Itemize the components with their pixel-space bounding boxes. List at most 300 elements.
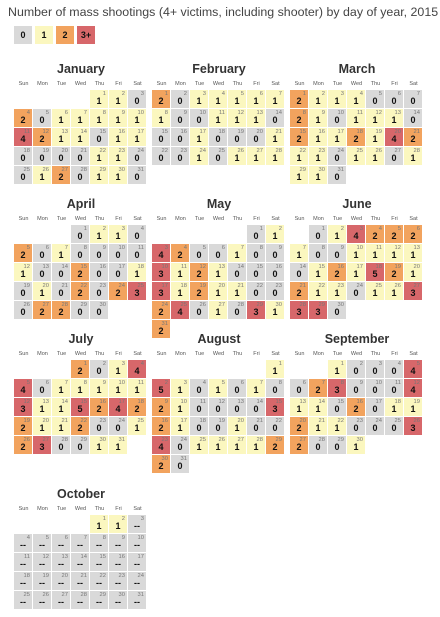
day-number: 10 [356,245,363,251]
shooting-count: -- [134,559,140,569]
shooting-count: 0 [58,269,64,279]
day-cell [14,282,32,300]
shooting-count: -- [58,578,64,588]
day-number: 14 [256,399,263,405]
day-number: 18 [199,418,206,424]
day-cell [347,147,365,165]
shooting-count: 3 [272,404,278,414]
day-number: 14 [318,399,325,405]
day-number: 3 [202,91,206,97]
day-number: 12 [375,110,382,116]
shooting-count: 1 [372,134,378,144]
shooting-count: -- [115,540,121,550]
day-number: 24 [199,148,206,154]
day-number: 22 [99,148,106,154]
day-cell [71,417,89,435]
legend [14,26,95,44]
day-cell [14,436,32,454]
day-cell [109,436,127,454]
day-number: 22 [99,573,106,579]
day-number: 25 [218,148,225,154]
day-number: 3 [164,245,168,251]
day-cell [14,147,32,165]
day-number: 4 [26,110,30,116]
day-number: 21 [80,573,87,579]
day-number: 13 [61,129,68,135]
shooting-count: 0 [39,250,45,260]
legend-swatch-0: 0 [14,26,32,44]
shooting-count: 1 [272,153,278,163]
shooting-count: 2 [20,115,26,125]
day-number: 31 [161,321,168,327]
shooting-count: 0 [372,96,378,106]
shooting-count: 1 [253,442,259,452]
day-number: 7 [240,245,244,251]
day-number: 3 [140,91,144,97]
day-number: 9 [359,380,363,386]
day-cell [328,225,346,243]
day-cell [52,553,70,571]
day-cell [228,436,246,454]
day-cell [366,282,384,300]
month-august [152,332,286,473]
shooting-count: 1 [234,423,240,433]
day-number: 11 [180,264,187,270]
shooting-count: 0 [196,404,202,414]
day-number: 27 [394,148,401,154]
day-number: 5 [378,91,382,97]
day-cell [33,263,51,281]
shooting-count: 1 [215,385,221,395]
day-cell [152,417,170,435]
shooting-count: 0 [96,307,102,317]
day-cell [109,553,127,571]
weekday-label: Mon [175,351,186,357]
day-cell [266,90,284,108]
day-cell [90,379,108,397]
shooting-count: 1 [353,250,359,260]
day-cell [190,147,208,165]
shooting-count: 0 [334,307,340,317]
day-cell [71,360,89,378]
day-cell [90,436,108,454]
shooting-count: 1 [115,172,121,182]
day-cell [328,436,346,454]
day-number: 4 [378,226,382,232]
day-number: 9 [102,245,106,251]
day-number: 21 [61,283,68,289]
day-number: 11 [137,380,144,386]
day-cell [128,572,146,590]
day-cell [247,263,265,281]
day-number: 23 [99,283,106,289]
shooting-count: 1 [353,153,359,163]
shooting-count: 1 [334,423,340,433]
day-cell [152,147,170,165]
day-number: 30 [161,456,168,462]
day-cell [71,436,89,454]
shooting-count: 1 [272,96,278,106]
day-number: 14 [275,110,282,116]
day-number: 18 [137,399,144,405]
weekday-label: Mon [313,351,324,357]
day-cell [71,244,89,262]
month-title: September [324,332,390,346]
day-number: 18 [23,573,30,579]
day-number: 20 [394,129,401,135]
shooting-count: 4 [134,366,140,376]
day-cell [228,301,246,319]
day-number: 6 [45,245,49,251]
day-cell [328,166,346,184]
day-number: 9 [278,245,282,251]
day-cell [209,436,227,454]
shooting-count: 2 [177,250,183,260]
shooting-count: -- [96,597,102,607]
empty-cell [52,515,70,533]
shooting-count: 0 [58,288,64,298]
shooting-count: 1 [39,288,45,298]
day-cell [290,90,308,108]
month-title: January [57,62,105,76]
day-cell [109,379,127,397]
shooting-count: 1 [234,153,240,163]
shooting-count: 0 [134,153,140,163]
month-days [152,90,286,165]
weekday-label: Sun [294,216,305,222]
day-cell [52,282,70,300]
day-number: 6 [397,91,401,97]
shooting-count: -- [77,578,83,588]
shooting-count: 0 [134,96,140,106]
day-cell [171,436,189,454]
day-cell [14,417,32,435]
day-number: 23 [337,283,344,289]
shooting-count: 0 [58,153,64,163]
shooting-count: 1 [272,366,278,376]
day-cell [152,282,170,300]
empty-cell [228,225,246,243]
day-cell [228,263,246,281]
day-number: 25 [137,283,144,289]
day-number: 21 [61,418,68,424]
day-number: 15 [161,129,168,135]
shooting-count: -- [58,540,64,550]
shooting-count: 0 [39,269,45,279]
day-cell [109,282,127,300]
shooting-count: 0 [58,442,64,452]
day-cell [33,301,51,319]
day-number: 16 [118,129,125,135]
day-cell [366,128,384,146]
day-number: 24 [375,418,382,424]
day-cell [190,379,208,397]
weekday-label: Tue [56,216,67,222]
shooting-count: 2 [158,461,164,471]
shooting-count: 1 [96,442,102,452]
day-number: 7 [321,380,325,386]
shooting-count: 1 [215,269,221,279]
day-cell [385,109,403,127]
day-number: 14 [80,554,87,560]
day-cell [109,534,127,552]
day-cell [128,379,146,397]
shooting-count: 0 [234,269,240,279]
day-number: 27 [42,302,49,308]
day-cell [247,436,265,454]
shooting-count: 3 [39,442,45,452]
day-number: 24 [356,283,363,289]
weekday-label: Thu [232,216,243,222]
month-days [14,225,148,319]
day-number: 13 [413,245,420,251]
day-cell [14,398,32,416]
shooting-count: 2 [296,442,302,452]
day-cell [190,301,208,319]
day-number: 16 [180,129,187,135]
shooting-count: 1 [391,404,397,414]
day-number: 25 [199,437,206,443]
day-cell [328,147,346,165]
day-cell [109,244,127,262]
shooting-count: 0 [77,231,83,241]
day-cell [109,417,127,435]
shooting-count: 1 [315,172,321,182]
day-cell [171,147,189,165]
shooting-count: 0 [334,442,340,452]
day-number: 3 [378,361,382,367]
day-cell [71,398,89,416]
shooting-count: -- [115,578,121,588]
shooting-count: 0 [177,153,183,163]
day-number: 25 [23,592,30,598]
day-number: 2 [102,361,106,367]
day-number: 26 [237,148,244,154]
day-cell [109,225,127,243]
shooting-count: 3 [296,307,302,317]
month-july [14,332,148,454]
day-number: 10 [118,380,125,386]
day-number: 29 [256,302,263,308]
day-number: 24 [337,148,344,154]
day-cell [328,398,346,416]
shooting-count: 0 [134,172,140,182]
day-cell [190,282,208,300]
day-number: 19 [394,264,401,270]
day-cell [52,572,70,590]
day-number: 14 [61,264,68,270]
shooting-count: -- [134,540,140,550]
day-cell [128,591,146,609]
day-cell [71,225,89,243]
day-number: 27 [61,592,68,598]
shooting-count: 0 [296,269,302,279]
day-number: 1 [321,226,325,232]
empty-cell [190,360,208,378]
day-number: 5 [416,361,420,367]
day-cell [33,398,51,416]
day-cell [328,360,346,378]
shooting-count: -- [39,578,45,588]
weekday-label: Fri [115,216,122,222]
day-cell [404,128,422,146]
day-number: 13 [237,399,244,405]
weekday-label: Mon [37,506,48,512]
shooting-count: 0 [134,250,140,260]
day-number: 23 [118,148,125,154]
day-number: 8 [321,245,325,251]
day-cell [152,263,170,281]
day-number: 25 [137,418,144,424]
day-number: 5 [221,380,225,386]
empty-cell [309,360,327,378]
shooting-count: 0 [353,366,359,376]
weekday-label: Wed [350,81,363,87]
shooting-count: 1 [234,115,240,125]
day-number: 25 [180,302,187,308]
shooting-count: 3 [315,307,321,317]
day-cell [347,417,365,435]
shooting-count: 1 [253,96,259,106]
weekday-label: Sat [271,216,280,222]
weekday-label: Sat [409,216,418,222]
day-cell [247,301,265,319]
shooting-count: 1 [96,521,102,531]
day-cell [309,436,327,454]
day-cell [247,128,265,146]
shooting-count: -- [96,540,102,550]
shooting-count: 1 [20,269,26,279]
day-number: 13 [42,399,49,405]
shooting-count: 3 [253,307,259,317]
empty-cell [247,360,265,378]
day-number: 19 [23,283,30,289]
day-cell [152,90,170,108]
shooting-count: 4 [158,250,164,260]
day-number: 2 [321,91,325,97]
shooting-count: 0 [20,153,26,163]
day-number: 14 [80,129,87,135]
shooting-count: 2 [410,231,416,241]
day-cell [190,417,208,435]
day-cell [52,128,70,146]
day-cell [128,225,146,243]
shooting-count: 0 [315,231,321,241]
day-cell [266,301,284,319]
day-number: 5 [26,380,30,386]
shooting-count: -- [20,540,26,550]
day-cell [14,379,32,397]
day-number: 20 [42,283,49,289]
month-title: June [342,197,372,211]
day-number: 21 [413,129,420,135]
shooting-count: 1 [234,250,240,260]
day-number: 17 [337,129,344,135]
shooting-count: 4 [115,404,121,414]
shooting-count: 2 [39,307,45,317]
shooting-count: 1 [253,385,259,395]
day-cell [309,109,327,127]
day-cell [14,244,32,262]
weekday-header [152,79,286,89]
day-number: 14 [61,399,68,405]
shooting-count: 1 [39,172,45,182]
month-days [290,225,424,319]
shooting-count: 1 [315,96,321,106]
shooting-count: 1 [115,134,121,144]
day-number: 5 [397,226,401,232]
shooting-count: 3 [410,423,416,433]
shooting-count: 3 [20,404,26,414]
weekday-label: Fri [115,81,122,87]
day-cell [14,128,32,146]
day-cell [266,436,284,454]
empty-cell [71,515,89,533]
shooting-count: 2 [353,404,359,414]
shooting-count: 2 [158,307,164,317]
day-cell [228,417,246,435]
weekday-label: Sat [133,216,142,222]
weekday-label: Mon [313,216,324,222]
shooting-count: 1 [177,288,183,298]
day-cell [171,301,189,319]
shooting-count: 0 [77,250,83,260]
day-number: 15 [256,264,263,270]
shooting-count: 2 [39,134,45,144]
shooting-count: 0 [177,96,183,106]
day-number: 29 [337,437,344,443]
day-number: 17 [137,129,144,135]
shooting-count: 1 [410,153,416,163]
day-cell [109,263,127,281]
day-cell [90,147,108,165]
day-cell [90,225,108,243]
day-cell [385,282,403,300]
day-cell [290,147,308,165]
day-number: 20 [42,418,49,424]
shooting-count: 2 [134,404,140,414]
shooting-count: 1 [134,269,140,279]
shooting-count: 1 [196,96,202,106]
day-cell [209,263,227,281]
day-number: 10 [118,245,125,251]
day-number: 26 [375,148,382,154]
day-cell [404,109,422,127]
shooting-count: 1 [77,385,83,395]
shooting-count: 1 [234,442,240,452]
shooting-count: 1 [296,172,302,182]
day-cell [347,109,365,127]
day-number: 29 [99,167,106,173]
shooting-count: 2 [196,288,202,298]
day-number: 16 [275,264,282,270]
day-number: 4 [202,380,206,386]
weekday-label: Thu [94,351,105,357]
shooting-count: 1 [315,115,321,125]
day-cell [128,147,146,165]
day-number: 19 [375,129,382,135]
day-number: 26 [42,592,49,598]
day-number: 19 [413,399,420,405]
day-cell [385,128,403,146]
shooting-count: -- [20,559,26,569]
day-number: 1 [340,361,344,367]
day-cell [171,109,189,127]
day-cell [190,263,208,281]
day-number: 2 [121,91,125,97]
shooting-count: 0 [315,250,321,260]
day-number: 7 [416,91,420,97]
